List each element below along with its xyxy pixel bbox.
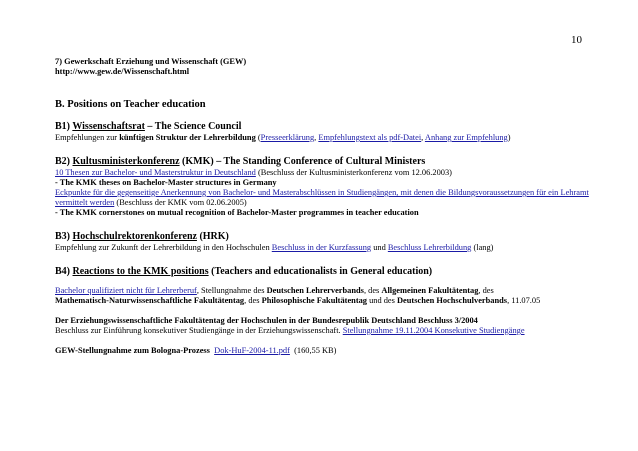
b4-heading: [55, 265, 590, 278]
b2-link-eckpunkte[interactable]: Eckpunkte für die gegenseitige Anerkennung von Bachelor- und Masterabschlüssen in Studiengängen, mit denen die Bildungsvoraussetzungen für ein Lehramt vermittelt werden: [55, 188, 589, 207]
gew-block: [55, 57, 590, 77]
b3-link-lehrer[interactable]: Beschluss Lehrerbildung: [387, 243, 472, 252]
b3-after: (lang): [471, 243, 494, 252]
b2-rest: (KMK) – The Standing Conference of Cultural Ministers: [179, 156, 426, 167]
b4-p3-link[interactable]: Dok-HuF-2004-11.pdf: [214, 346, 290, 355]
b2-link-thesen[interactable]: 10 Thesen zur Bachelor- und Masterstruktur in Deutschland: [55, 168, 256, 177]
b2-line1: [55, 168, 590, 178]
b3-rest: (HRK): [196, 231, 229, 242]
b1-text-pre: Empfehlungen zur: [55, 133, 120, 142]
b3-heading: [55, 230, 590, 243]
b3-mid: und: [371, 243, 388, 252]
b2-link2-after: (Beschluss der KMK vom 02.06.2005): [114, 198, 247, 207]
b2-bold2: - The KMK cornerstones on mutual recognition of Bachelor-Master programmes in teacher education: [55, 208, 419, 217]
b1-org: Wissenschaftsrat: [72, 121, 145, 132]
b1-sep2: ,: [421, 133, 425, 142]
b3-block: [55, 230, 590, 253]
b4-link-heading[interactable]: Reactions to the KMK positions: [72, 266, 209, 277]
b4-p3: [55, 346, 590, 356]
b1-block: [55, 120, 590, 143]
gew-title: 7) Gewerkschaft Erziehung und Wissenschaft (GEW): [55, 57, 247, 66]
b3-text-pre: Empfehlung zur Zukunft der Lehrerbildung in den Hochschulen: [55, 243, 272, 252]
b4-p1-t5: und des: [366, 296, 397, 305]
b1-text-bold: künftigen Struktur der Lehrerbildung: [119, 133, 256, 142]
b4-p2-text: Beschluss zur Einführung konsekutiver Studiengänge in der Erziehungswissenschaft.: [55, 326, 343, 335]
b3-text: [55, 243, 590, 253]
b4-p1-t1: , Stellungnahme des: [196, 286, 267, 295]
b3-prefix: B3): [55, 231, 73, 242]
gew-url[interactable]: http://www.gew.de/Wissenschaft.html: [55, 67, 190, 76]
b4-p1-link[interactable]: Bachelor qualifiziert nicht für Lehrerberuf: [55, 286, 197, 295]
b1-paren-open: (: [255, 133, 261, 142]
b4-p1-b1: Deutschen Lehrerverbands: [266, 286, 364, 295]
b1-text: [55, 133, 590, 143]
b1-heading: [55, 120, 590, 133]
page-number: 10: [571, 34, 582, 46]
b4-p1-t6: , 11.07.05: [507, 296, 541, 305]
b1-rest: – The Science Council: [144, 121, 242, 132]
b4-prefix: B4): [55, 266, 73, 277]
b3-org: Hochschulrektorenkonferenz: [72, 231, 197, 242]
b1-paren-close: ): [507, 133, 511, 142]
b1-link-presse[interactable]: Presseerklärung: [260, 133, 315, 142]
b1-link-pdf[interactable]: Empfehlungstext als pdf-Datei: [318, 133, 422, 142]
b1-prefix: B1): [55, 121, 73, 132]
b1-link-anhang[interactable]: Anhang zur Empfehlung: [424, 133, 508, 142]
b1-sep1: ,: [314, 133, 319, 142]
b4-p2-link[interactable]: Stellungnahme 19.11.2004 Konsekutive Studiengänge: [342, 326, 525, 335]
b4-p1-b3: Mathematisch-Naturwissenschaftliche Fakultätentag: [55, 296, 245, 305]
b2-prefix: B2): [55, 156, 73, 167]
b4-rest: (Teachers and educationalists in General education): [208, 266, 433, 277]
b4-p3-bold: GEW-Stellungnahme zum Bologna-Prozess: [55, 346, 210, 355]
b2-block: [55, 155, 590, 218]
b4-p3-after: (160,55 KB): [289, 346, 337, 355]
b2-org: Kultusministerkonferenz: [72, 156, 180, 167]
b4-p1-b2: Allgemeinen Fakultätentag: [381, 286, 479, 295]
document-body: [55, 57, 590, 368]
section-b-heading: B. Positions on Teacher education: [55, 99, 206, 110]
b4-p1-b5: Deutschen Hochschulverbands: [397, 296, 508, 305]
b2-link1-after: (Beschluss der Kultusministerkonferenz vom 12.06.2003): [255, 168, 452, 177]
b4-block: [55, 265, 590, 356]
b4-p1-t3: , des: [478, 286, 494, 295]
b3-link-kurz[interactable]: Beschluss in der Kurzfassung: [271, 243, 372, 252]
b4-p1: [55, 286, 590, 306]
b4-p1-t2: , des: [363, 286, 382, 295]
b2-line3: [55, 188, 590, 208]
b2-bold1: - The KMK theses on Bachelor-Master structures in Germany: [55, 178, 277, 187]
b2-heading: [55, 155, 590, 168]
b4-p1-b4: Philosophische Fakultätentag: [261, 296, 367, 305]
b4-p2: [55, 316, 590, 336]
b4-p1-t4: , des: [244, 296, 262, 305]
b4-p2-bold: Der Erziehungswissenschaftliche Fakultätentag der Hochschulen in der Bundesrepublik Deutschland Beschluss 3/2004: [55, 316, 478, 325]
